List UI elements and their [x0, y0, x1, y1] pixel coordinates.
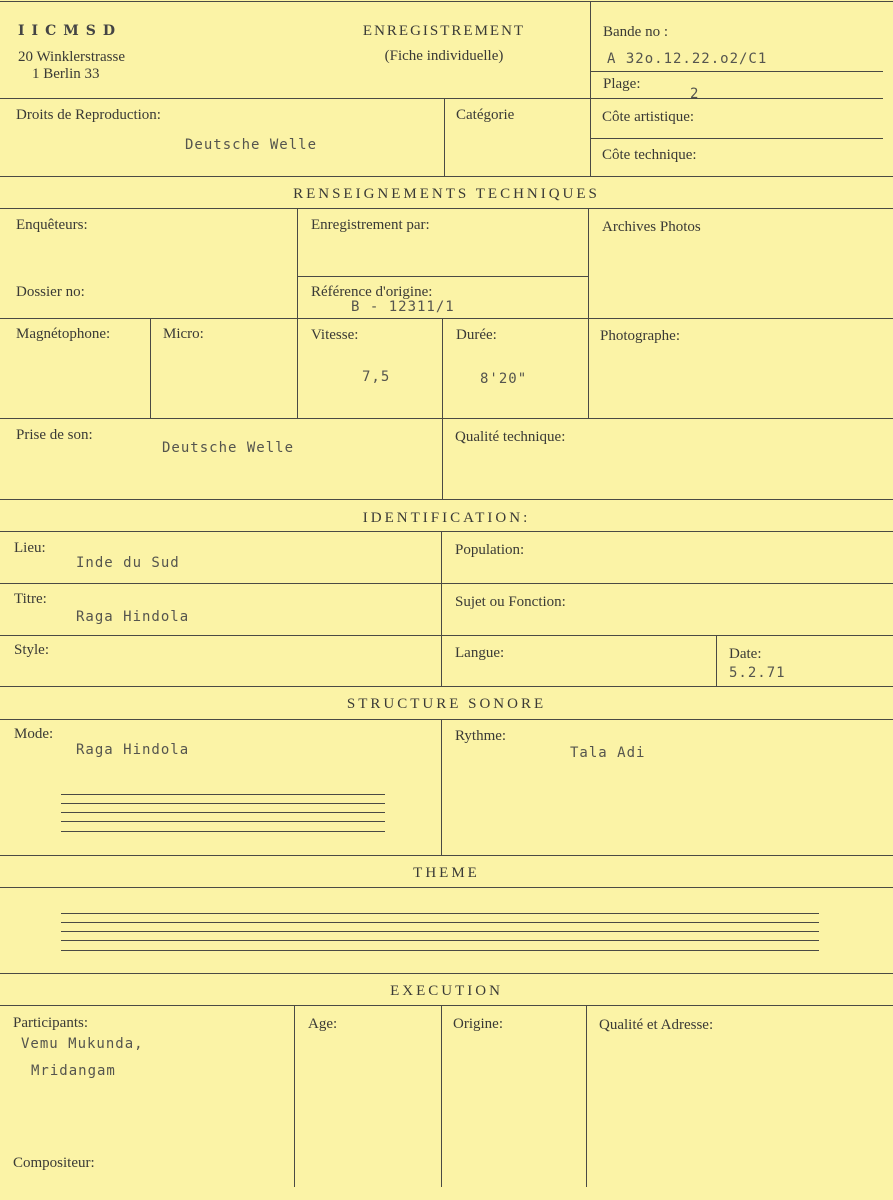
cote-technique-label: Côte technique:	[602, 147, 697, 163]
participant-value-1: Vemu Mukunda,	[21, 1036, 144, 1052]
prise-de-son-label: Prise de son:	[16, 427, 93, 443]
vitesse-value: 7,5	[362, 369, 391, 385]
duree-label: Durée:	[456, 327, 497, 343]
staff-line	[61, 922, 819, 923]
enqueteurs-label: Enquêteurs:	[16, 217, 88, 233]
dossier-label: Dossier no:	[16, 284, 85, 300]
staff-line	[61, 821, 385, 822]
date-label: Date:	[729, 646, 762, 662]
lieu-value: Inde du Sud	[76, 555, 180, 571]
compositeur-label: Compositeur:	[13, 1155, 95, 1171]
langue-label: Langue:	[455, 645, 505, 661]
bande-label: Bande no :	[603, 24, 668, 40]
sujet-label: Sujet ou Fonction:	[455, 594, 566, 610]
rule	[442, 318, 443, 499]
address-line-2: 1 Berlin 33	[32, 66, 100, 82]
section-title-execution: EXECUTION	[390, 983, 503, 999]
rythme-value: Tala Adi	[570, 745, 646, 761]
rule	[441, 719, 442, 855]
lieu-label: Lieu:	[14, 540, 46, 556]
duree-value: 8'20"	[480, 371, 528, 387]
date-value: 5.2.71	[729, 665, 786, 681]
section-title-theme: THEME	[413, 865, 480, 881]
titre-value: Raga Hindola	[76, 609, 190, 625]
micro-label: Micro:	[163, 326, 204, 342]
categorie-label: Catégorie	[456, 107, 515, 123]
rule	[0, 531, 893, 532]
rule	[0, 499, 893, 500]
population-label: Population:	[455, 542, 525, 558]
participants-label: Participants:	[13, 1015, 88, 1031]
rule	[586, 1005, 587, 1187]
style-label: Style:	[14, 642, 50, 658]
rule	[0, 1, 893, 2]
staff-line	[61, 940, 819, 941]
rule	[0, 1005, 893, 1006]
participant-value-2: Mridangam	[31, 1063, 116, 1079]
origine-label: Origine:	[453, 1016, 503, 1032]
staff-line	[61, 803, 385, 804]
rule	[0, 208, 893, 209]
photographe-label: Photographe:	[600, 328, 680, 344]
enregistrement-par-label: Enregistrement par:	[311, 217, 430, 233]
prise-de-son-value: Deutsche Welle	[162, 440, 295, 456]
staff-line	[61, 831, 385, 832]
reference-value: B - 12311/1	[351, 299, 455, 315]
rule	[441, 531, 442, 686]
section-title-technical: RENSEIGNEMENTS TECHNIQUES	[293, 186, 600, 202]
rule	[0, 973, 893, 974]
staff-line	[61, 794, 385, 795]
cote-artistique-label: Côte artistique:	[602, 109, 695, 125]
rule	[0, 318, 893, 319]
staff-line	[61, 913, 819, 914]
mode-value: Raga Hindola	[76, 742, 190, 758]
magnetophone-label: Magnétophone:	[16, 326, 111, 342]
age-label: Age:	[308, 1016, 338, 1032]
institute-logo: IICMSD	[18, 23, 122, 39]
mode-label: Mode:	[14, 726, 54, 742]
plage-label: Plage:	[603, 76, 641, 92]
rule	[590, 138, 883, 139]
titre-label: Titre:	[14, 591, 47, 607]
address-line-1: 20 Winklerstrasse	[18, 49, 126, 65]
droits-label: Droits de Reproduction:	[16, 107, 161, 123]
rule	[444, 98, 445, 176]
rule	[0, 98, 883, 99]
rule	[0, 176, 893, 177]
staff-line	[61, 812, 385, 813]
section-title-structure: STRUCTURE SONORE	[346, 696, 547, 712]
rule	[297, 276, 588, 277]
reference-label: Référence d'origine:	[311, 284, 433, 300]
rule	[590, 1, 591, 176]
rule	[0, 583, 893, 584]
rule	[150, 318, 151, 418]
vitesse-label: Vitesse:	[311, 327, 359, 343]
rule	[0, 855, 893, 856]
rule	[716, 635, 717, 686]
rule	[0, 686, 893, 687]
form-subtitle: (Fiche individuelle)	[384, 48, 504, 64]
bande-value: A 32o.12.22.o2/C1	[607, 51, 768, 67]
rule	[590, 71, 883, 72]
rythme-label: Rythme:	[455, 728, 507, 744]
form-title: ENREGISTREMENT	[362, 23, 526, 39]
rule	[0, 635, 893, 636]
rule	[0, 418, 893, 419]
staff-line	[61, 931, 819, 932]
qualite-technique-label: Qualité technique:	[455, 429, 566, 445]
section-title-identification: IDENTIFICATION:	[362, 510, 531, 526]
plage-value: 2	[690, 86, 700, 102]
archives-photos-label: Archives Photos	[602, 219, 701, 235]
droits-value: Deutsche Welle	[185, 137, 318, 153]
rule	[297, 208, 298, 418]
staff-line	[61, 950, 819, 951]
rule	[0, 887, 893, 888]
rule	[0, 719, 893, 720]
rule	[588, 208, 589, 418]
rule	[294, 1005, 295, 1187]
qualite-adresse-label: Qualité et Adresse:	[599, 1017, 714, 1033]
rule	[441, 1005, 442, 1187]
